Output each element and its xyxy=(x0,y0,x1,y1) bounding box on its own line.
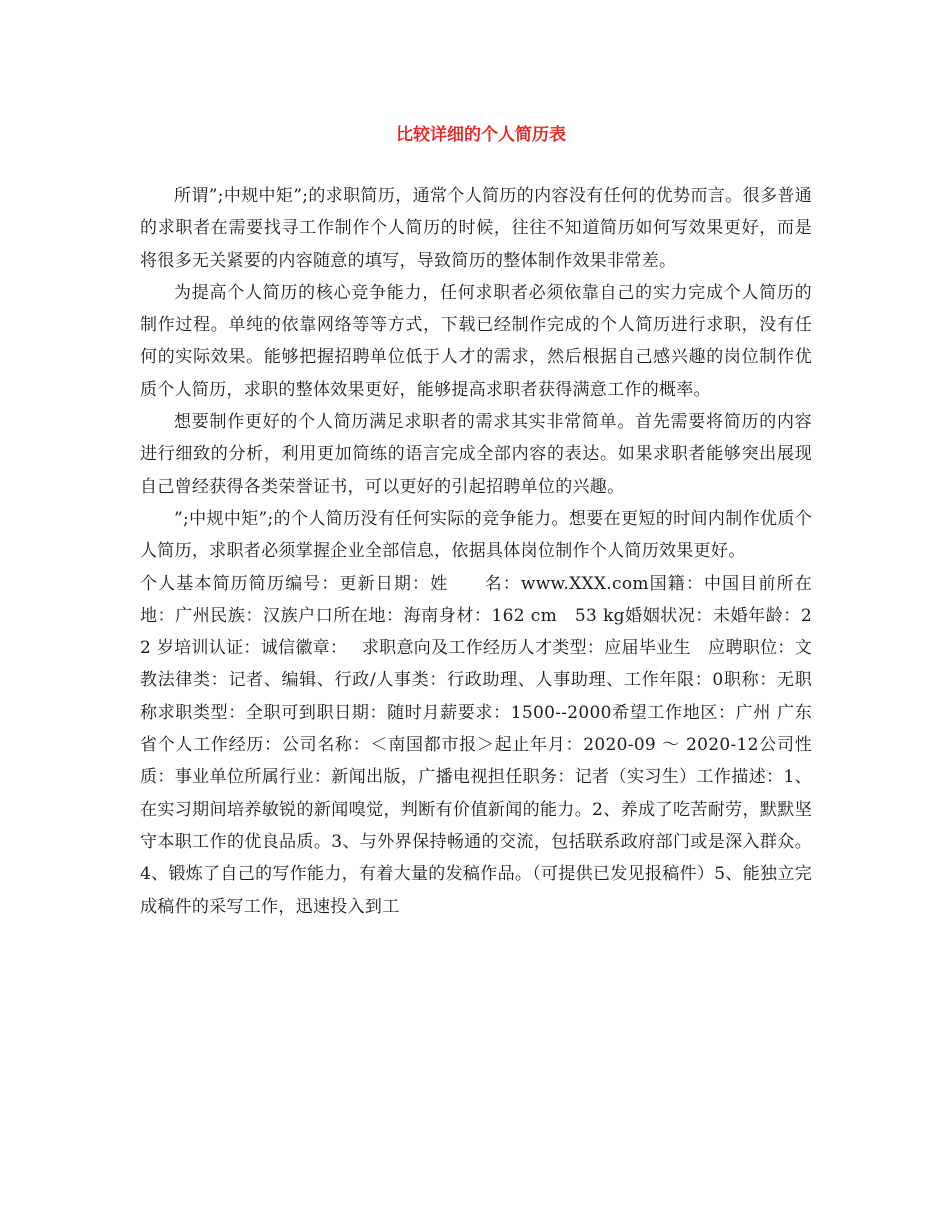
paragraph-intro: 所谓”;中规中矩”;的求职简历，通常个人简历的内容没有任何的优势而言。很多普通的求职者在需要找寻工作制作个人简历的时候，往往不知道简历如何写效果更好，而是将很多无关紧要的内容随意的填写，导致简历的整体制作效果非常差。 xyxy=(140,186,812,271)
paragraph-core-competitiveness: 为提高个人简历的核心竞争能力，任何求职者必须依靠自己的实力完成个人简历的制作过程。单纯的依靠网络等等方式，下载已经制作完成的个人简历进行求职，没有任何的实际效果。能够把握招聘单位低于人才的需求，然后根据自己感兴趣的岗位制作优质个人简历，求职的整体效果更好，能够提高求职者获得满意工作的概率。 xyxy=(140,282,812,400)
document-title: 比较详细的个人简历表 xyxy=(396,125,566,145)
paragraph-better-resume: 想要制作更好的个人简历满足求职者的需求其实非常简单。首先需要将简历的内容进行细致的分析，利用更加简练的语言完成全部内容的表达。如果求职者能够突出展现自己曾经获得各类荣誉证书，可以更好的引起招聘单位的兴趣。 xyxy=(140,412,812,497)
paragraph-conventional-resume: ”;中规中矩”;的个人简历没有任何实际的竞争能力。想要在更短的时间内制作优质个人简历，求职者必须掌握企业全部信息，依据具体岗位制作个人简历效果更好。 xyxy=(140,508,812,562)
document-page xyxy=(140,118,812,923)
resume-details-block: 个人基本简历简历编号：更新日期：姓 名：www.XXX.com国籍：中国目前所在地：广州民族：汉族户口所在地：海南身材：162 cm 53 kg婚姻状况：未婚年龄：22 岁培训认证：诚信徽章： 求职意向及工作经历人才类型：应届毕业生 应聘职位：文教法律类：记者、编辑、行政/人事类：行政助理、人事助理、工作年限：0职称：无职称求职类型：全职可到职日期：随时月薪要求：1500--2000希望工作地区：广州 广东省个人工作经历：公司名称：＜南国都市报＞起止年月：2020-09 ～ 2020-12公司性质：事业单位所属行业：新闻出版，广播电视担任职务：记者（实习生）工作描述：1、在实习期间培养敏锐的新闻嗅觉，判断有价值新闻的能力。2、养成了吃苦耐劳，默默坚守本职工作的优良品质。3、与外界保持畅通的交流，包括联系政府部门或是深入群众。4、锻炼了自己的写作能力，有着大量的发稿作品。（可提供已发见报稿件）5、能独立完成稿件的采写工作，迅速投入到工 xyxy=(140,573,812,917)
